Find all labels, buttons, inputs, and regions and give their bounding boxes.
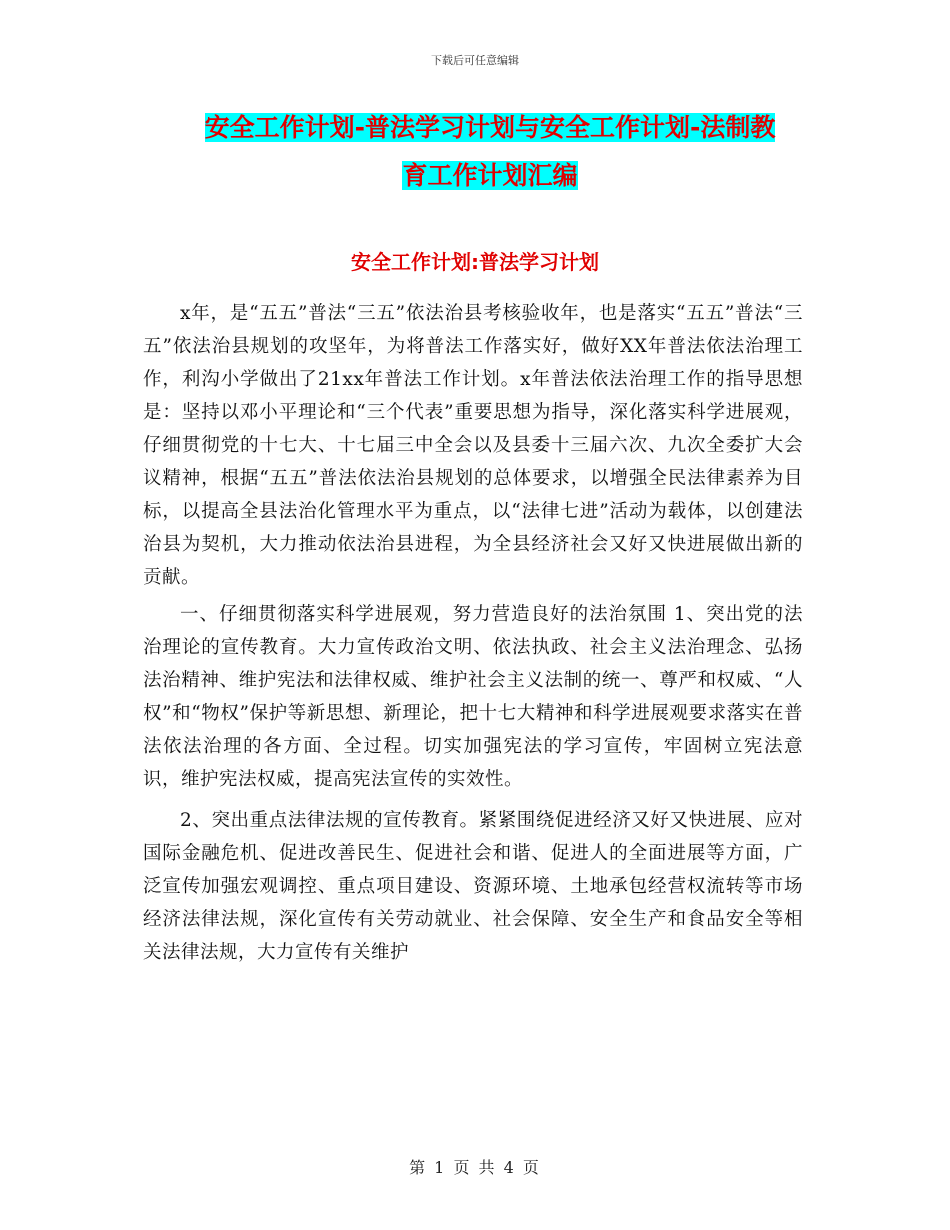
body-text (143, 297, 803, 973)
document-title-line-2: 育工作计划汇编 (402, 161, 578, 190)
paragraph-section-2: 2、突出重点法律法规的宣传教育。紧紧围绕促进经济又好又快进展、应对国际金融危机、促进改善民生、促进社会和谐、促进人的全面进展等方面，广泛宣传加强宏观调控、重点项目建设、资源环境、土地承包经营权流转等市场经济法律法规，深化宣传有关劳动就业、社会保障、安全生产和食品安全等相关法律法规，大力宣传有关维护 (143, 810, 803, 963)
document-title-line-1: 安全工作计划-普法学习计划与安全工作计划-法制教 (204, 113, 776, 142)
document-title (150, 104, 830, 200)
section-title: 安全工作计划:普法学习计划 (351, 250, 599, 274)
page-footer: 第 1 页 共 4 页 (409, 1158, 541, 1177)
paragraph-section-1: 一、仔细贯彻落实科学进展观，努力营造良好的法治氛围 1、突出党的法治理论的宣传教育。大力宣传政治文明、依法执政、社会主义法治理念、弘扬法治精神、维护宪法和法律权威、维护社会主义法制的统一、尊严和权威、“人权”和“物权”保护等新思想、新理论，把十七大精神和科学进展观要求落实在普法依法治理的各方面、全过程。切实加强宪法的学习宣传，牢固树立宪法意识，维护宪法权威，提高宪法宣传的实效性。 (143, 604, 803, 790)
paragraph-intro: x年，是“五五”普法“三五”依法治县考核验收年，也是落实“五五”普法“三五”依法治县规划的攻坚年，为将普法工作落实好，做好XX年普法依法治理工作，利沟小学做出了21xx年普法工作计划。x年普法依法治理工作的指导思想是：坚持以邓小平理论和“三个代表”重要思想为指导，深化落实科学进展观，仔细贯彻党的十七大、十七届三中全会以及县委十三届六次、九次全委扩大会议精神，根据“五五”普法依法治县规划的总体要求，以增强全民法律素养为目标，以提高全县法治化管理水平为重点，以“法律七进”活动为载体，以创建法治县为契机，大力推动依法治县进程，为全县经济社会又好又快进展做出新的贡献。 (143, 303, 803, 588)
header-note: 下载后可任意编辑 (431, 54, 519, 67)
